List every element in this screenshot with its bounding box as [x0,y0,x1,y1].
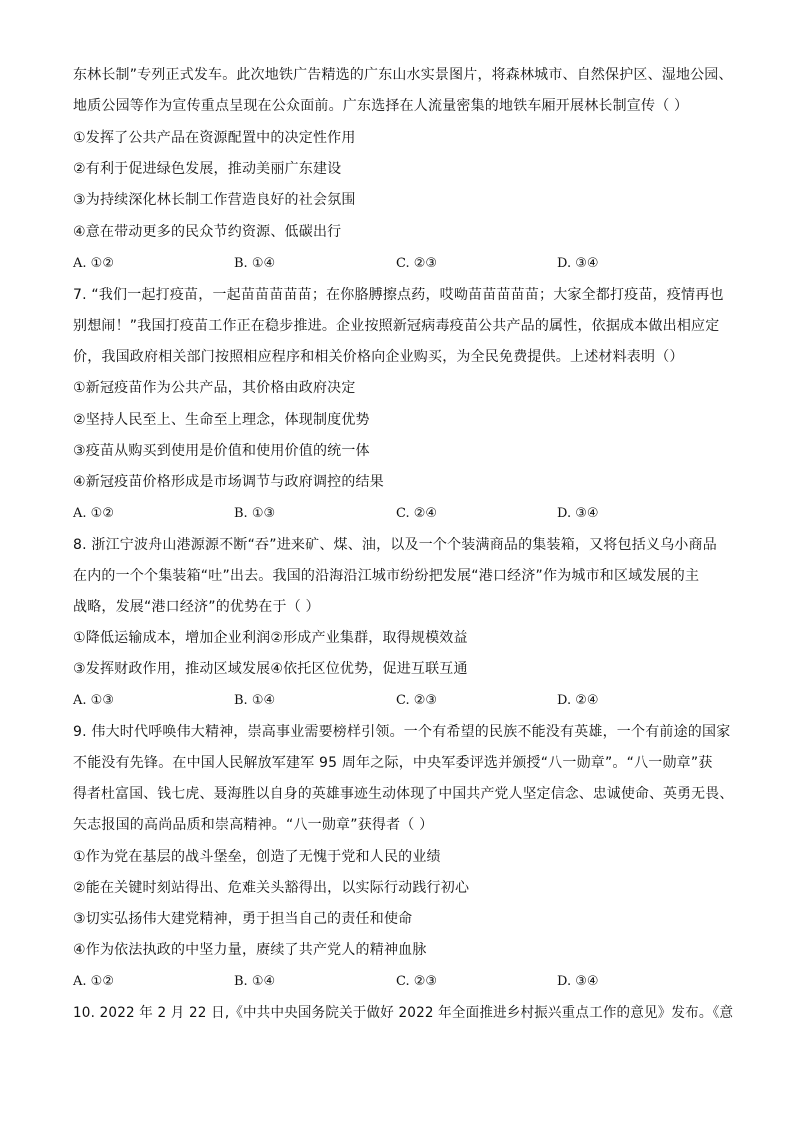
answer-options [73,972,733,992]
choice-statement: ③发挥财政作用，推动区域发展④依托区位优势，促进互联互通 [73,661,468,677]
option-c: C. ②④ [396,506,438,521]
question-text-line: 东林长制”专列正式发车。此次地铁广告精选的广东山水实景图片，将森林城市、自然保护区、湿地公园、 [73,67,733,83]
option-b: B. ①④ [234,974,276,989]
choice-statement: ④新冠疫苗价格形成是市场调节与政府调控的结果 [73,474,384,490]
question-7-stem: 7. “我们一起打疫苗，一起苗苗苗苗苗；在你胳膊擦点药，哎呦苗苗苗苗苗；大家全都打疫苗，疫情再也 [73,287,724,303]
choice-statement: ②有利于促进绿色发展，推动美丽广东建设 [73,161,342,177]
question-text-line: 不能没有先锋。在中国人民解放军建军 95 周年之际，中央军委评选并颁授“八一勋章”。“八一勋章”获 [73,755,713,771]
option-a: A. ①③ [73,693,114,708]
option-d: D. ③④ [557,256,599,271]
choice-statement: ①作为党在基层的战斗堡垒，创造了无愧于党和人民的业绩 [73,849,441,865]
option-b: B. ①④ [234,693,276,708]
option-d: D. ②④ [557,693,599,708]
question-text-line: 价，我国政府相关部门按照相应程序和相关价格向企业购买，为全民免费提供。上述材料表明（） [73,349,684,365]
answer-options [73,504,733,524]
question-10-stem: 10. 2022 年 2 月 22 日,《中共中央国务院关于做好 2022 年全面推进乡村振兴重点工作的意见》发布。《意 [73,1005,734,1021]
question-text-line: 在内的一个个集装箱“吐”出去。我国的沿海沿江城市纷纷把发展“港口经济”作为城市和区域发展的主 [73,568,700,584]
question-text-line: 地质公园等作为宣传重点呈现在公众面前。广东选择在人流量密集的地铁车厢开展林长制宣传（ ） [73,98,689,114]
choice-statement: ①发挥了公共产品在资源配置中的决定性作用 [73,130,356,146]
choice-statement: ①降低运输成本，增加企业利润②形成产业集群，取得规模效益 [73,630,468,646]
option-d: D. ③④ [557,974,599,989]
choice-statement: ①新冠疫苗作为公共产品，其价格由政府决定 [73,380,356,396]
question-text-line: 矢志报国的高尚品质和崇高精神。“八一勋章”获得者（ ） [73,817,434,833]
question-9-stem: 9. 伟大时代呼唤伟大精神，崇高事业需要榜样引领。一个有希望的民族不能没有英雄，一个有前途的国家 [73,724,731,740]
option-d: D. ③④ [557,506,599,521]
option-c: C. ②③ [396,693,438,708]
option-b: B. ①④ [234,256,276,271]
option-a: A. ①② [73,256,114,271]
question-text-line: 别想闹！”我国打疫苗工作正在稳步推进。企业按照新冠病毒疫苗公共产品的属性，依据成本做出相应定 [73,318,720,334]
question-text-line: 战略，发展“港口经济”的优势在于（ ） [73,599,320,615]
choice-statement: ③疫苗从购买到使用是价值和使用价值的统一体 [73,443,370,459]
choice-statement: ②能在关键时刻站得出、危难关头豁得出，以实际行动践行初心 [73,880,470,896]
choice-statement: ②坚持人民至上、生命至上理念，体现制度优势 [73,412,370,428]
option-c: C. ②③ [396,256,438,271]
choice-statement: ④作为依法执政的中坚力量，赓续了共产党人的精神血脉 [73,942,427,958]
question-text-line: 得者杜富国、钱七虎、聂海胜以自身的英雄事迹生动体现了中国共产党人坚定信念、忠诚使命、英勇无畏、 [73,786,734,802]
option-a: A. ①② [73,506,114,521]
answer-options [73,254,733,274]
question-8-stem: 8. 浙江宁波舟山港源源不断“吞”进来矿、煤、油，以及一个个装满商品的集装箱，又将包括义乌小商品 [73,537,717,553]
option-a: A. ①② [73,974,114,989]
option-b: B. ①③ [234,506,276,521]
choice-statement: ③为持续深化林长制工作营造良好的社会氛围 [73,192,356,208]
choice-statement: ③切实弘扬伟大建党精神，勇于担当自己的责任和使命 [73,911,413,927]
option-c: C. ②③ [396,974,438,989]
choice-statement: ④意在带动更多的民众节约资源、低碳出行 [73,224,342,240]
answer-options [73,691,733,711]
